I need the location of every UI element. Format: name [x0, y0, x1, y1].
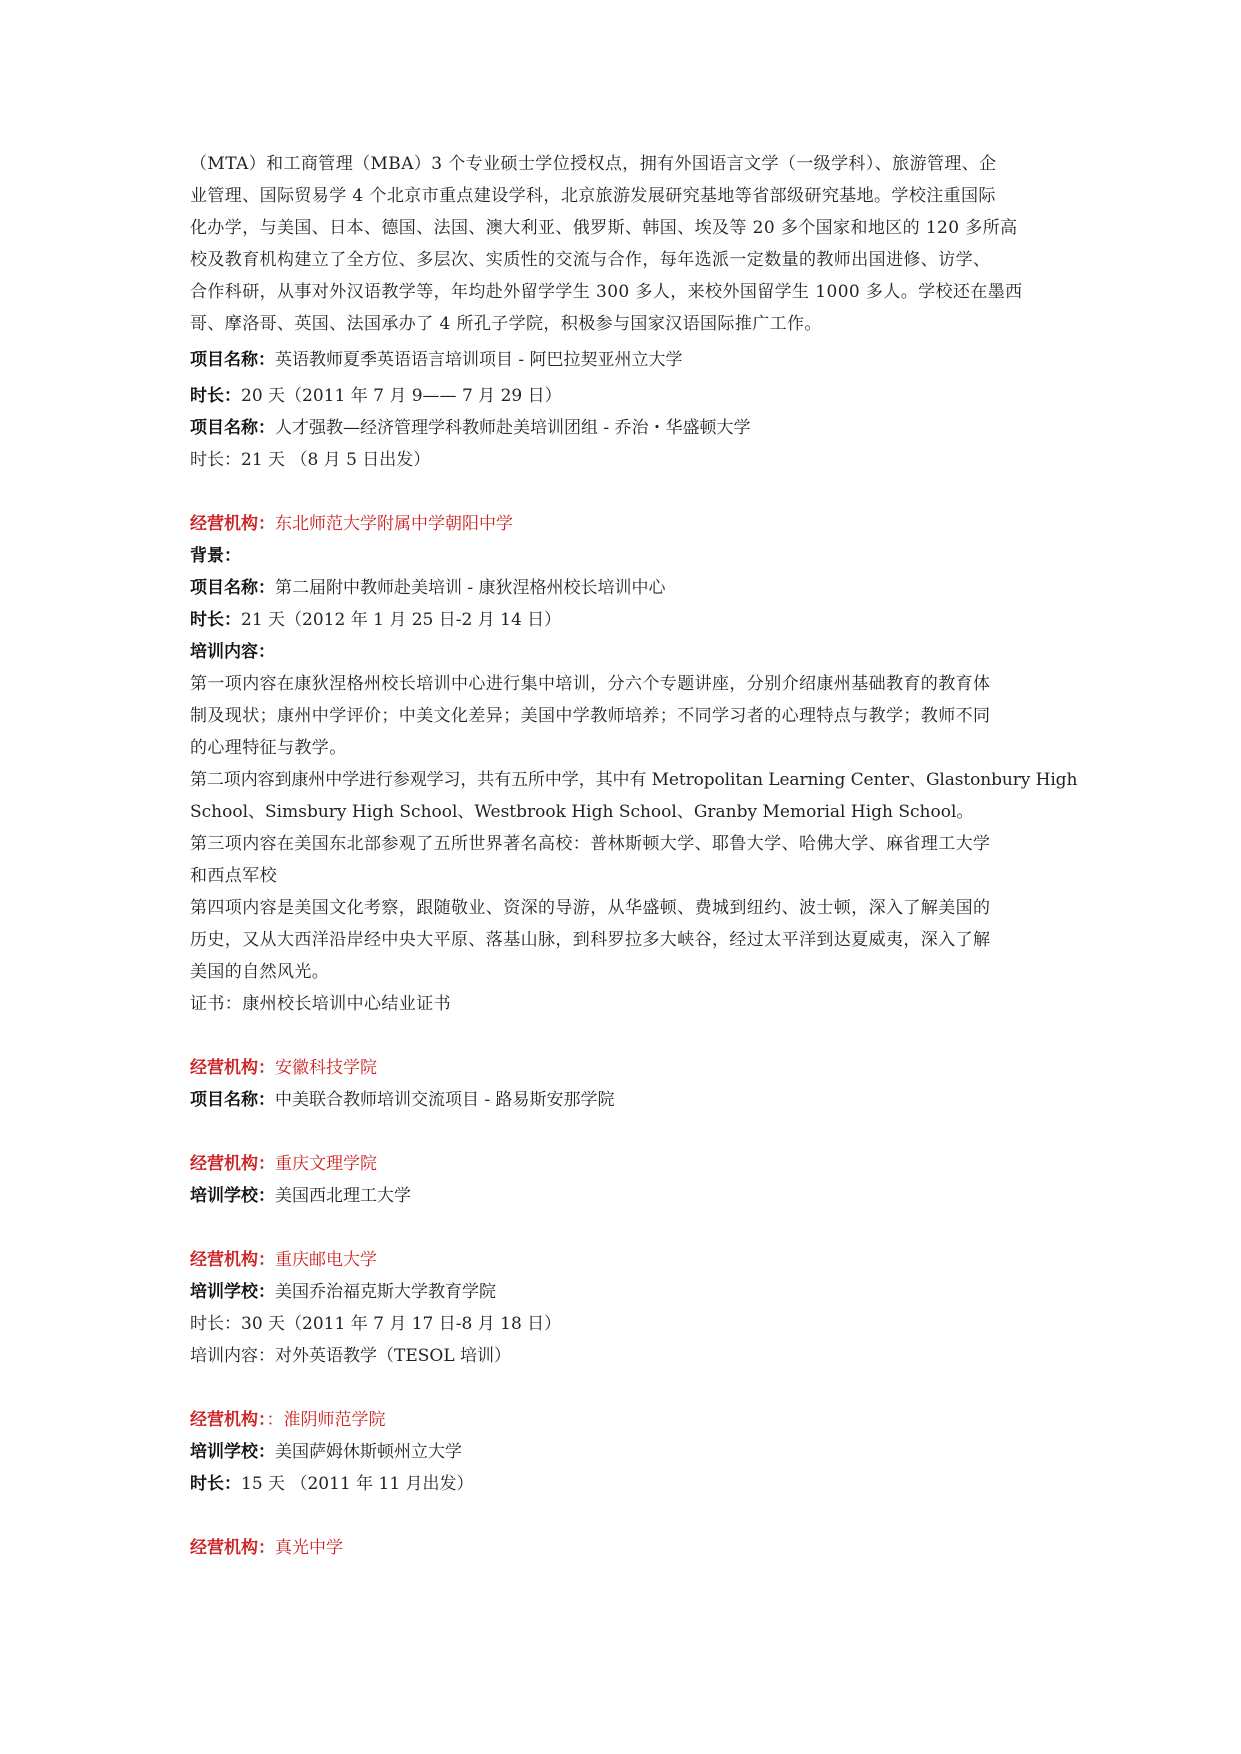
- org-heading: [190, 1532, 1052, 1564]
- content-label: 培训内容：: [190, 642, 275, 662]
- intro-line: 化办学，与美国、日本、德国、法国、澳大利亚、俄罗斯、韩国、埃及等 20 多个国家和地区的 120 多所高: [190, 218, 1018, 238]
- intro-line: （MTA）和工商管理（MBA）3 个专业硕士学位授权点，拥有外国语言文学（一级学科）、旅游管理、企: [190, 154, 997, 174]
- org-name: 真光中学: [275, 1538, 343, 1558]
- org-heading: [190, 1052, 1052, 1084]
- project-label: 项目名称：: [190, 578, 275, 598]
- org-name: 重庆文理学院: [275, 1154, 377, 1174]
- school-value: 美国西北理工大学: [275, 1186, 411, 1206]
- org-heading: [190, 1244, 1052, 1276]
- school-label: 培训学校：: [190, 1282, 275, 1302]
- project-label: 项目名称：: [190, 1090, 275, 1110]
- intro-paragraph: [190, 148, 1052, 340]
- project-row: [190, 344, 1052, 376]
- project-label: 项目名称：: [190, 350, 275, 370]
- duration-row: [190, 1468, 1052, 1500]
- org-label: 经营机构：: [190, 514, 275, 534]
- duration-label: 时长：: [190, 386, 241, 406]
- document-body: [190, 148, 1078, 1564]
- content-line: 第四项内容是美国文化考察，跟随敬业、资深的导游，从华盛顿、费城到纽约、波士顿，深入了解美国的: [190, 898, 991, 918]
- school-row: [190, 1436, 1052, 1468]
- intro-line: 哥、摩洛哥、英国、法国承办了 4 所孔子学院，积极参与国家汉语国际推广工作。: [190, 314, 822, 334]
- intro-line: 校及教育机构建立了全方位、多层次、实质性的交流与合作，每年选派一定数量的教师出国进修、访学、: [190, 250, 991, 270]
- content-line: 美国的自然风光。: [190, 962, 330, 982]
- org-name: 重庆邮电大学: [275, 1250, 377, 1270]
- content-line: 第二项内容到康州中学进行参观学习，共有五所中学，其中有 Metropolitan Learning Center、Glastonbury High: [190, 770, 1078, 790]
- org-heading: [190, 508, 1052, 540]
- school-value: 美国萨姆休斯顿州立大学: [275, 1442, 462, 1462]
- org-name: ：淮阴师范学院: [266, 1410, 386, 1430]
- certificate-line: 证书：康州校长培训中心结业证书: [190, 994, 451, 1014]
- org-label: 经营机构：: [190, 1538, 275, 1558]
- content-line: 和西点军校: [190, 866, 277, 886]
- background-label: 背景：: [190, 546, 241, 566]
- content-line: 第一项内容在康狄涅格州校长培训中心进行集中培训，分六个专题讲座，分别介绍康州基础教育的教育体: [190, 674, 991, 694]
- training-content: [190, 668, 1078, 1020]
- school-row: [190, 1180, 1052, 1212]
- org-heading: [190, 1404, 1052, 1436]
- org-heading: [190, 1148, 1052, 1180]
- org-label: 经营机构：: [190, 1154, 275, 1174]
- school-label: 培训学校：: [190, 1442, 275, 1462]
- school-value: 美国乔治福克斯大学教育学院: [275, 1282, 496, 1302]
- duration-label: 时长：: [190, 1474, 241, 1494]
- project-value: 英语教师夏季英语语言培训项目 - 阿巴拉契亚州立大学: [275, 350, 683, 370]
- duration-row: [190, 380, 1052, 412]
- project-row: [190, 1084, 1052, 1116]
- org-name: 东北师范大学附属中学朝阳中学: [275, 514, 513, 534]
- duration-value: 20 天（2011 年 7 月 9—— 7 月 29 日）: [241, 386, 562, 406]
- org-label: 经营机构：: [190, 1058, 275, 1078]
- intro-line: 业管理、国际贸易学 4 个北京市重点建设学科，北京旅游发展研究基地等省部级研究基地。学校注重国际: [190, 186, 996, 206]
- content-line: 制及现状；康州中学评价；中美文化差异；美国中学教师培养；不同学习者的心理特点与教学；教师不同: [190, 706, 991, 726]
- project-label: 项目名称：: [190, 418, 275, 438]
- content-line: 的心理特征与教学。: [190, 738, 347, 758]
- school-label: 培训学校：: [190, 1186, 275, 1206]
- org-name: 安徽科技学院: [275, 1058, 377, 1078]
- duration-label: 时长：: [190, 610, 241, 630]
- content-line: School、Simsbury High School、Westbrook High School、Granby Memorial High School。: [190, 802, 974, 822]
- intro-line: 合作科研，从事对外汉语教学等，年均赴外留学学生 300 多人，来校外国留学生 1000 多人。学校还在墨西: [190, 282, 1023, 302]
- project-value: 人才强教—经济管理学科教师赴美培训团组 - 乔治・华盛顿大学: [275, 418, 751, 438]
- project-value: 中美联合教师培训交流项目 - 路易斯安那学院: [275, 1090, 615, 1110]
- org-label: 经营机构：: [190, 1250, 275, 1270]
- org-label: 经营机构：: [190, 1410, 267, 1430]
- duration-value: 15 天 （2011 年 11 月出发）: [241, 1474, 474, 1494]
- content-row: 培训内容：对外英语教学（TESOL 培训）: [190, 1346, 512, 1366]
- duration-row: 时长：30 天（2011 年 7 月 17 日-8 月 18 日）: [190, 1314, 562, 1334]
- project-value: 第二届附中教师赴美培训 - 康狄涅格州校长培训中心: [275, 578, 666, 598]
- content-line: 历史，又从大西洋沿岸经中央大平原、落基山脉，到科罗拉多大峡谷，经过太平洋到达夏威夷，深入了解: [190, 930, 991, 950]
- project-row: [190, 572, 1052, 604]
- school-row: [190, 1276, 1052, 1308]
- content-line: 第三项内容在美国东北部参观了五所世界著名高校：普林斯顿大学、耶鲁大学、哈佛大学、麻省理工大学: [190, 834, 991, 854]
- duration-value: 21 天（2012 年 1 月 25 日-2 月 14 日）: [241, 610, 562, 630]
- project-row: [190, 412, 1052, 444]
- duration-row: [190, 604, 1052, 636]
- duration-row: 时长：21 天 （8 月 5 日出发）: [190, 450, 431, 470]
